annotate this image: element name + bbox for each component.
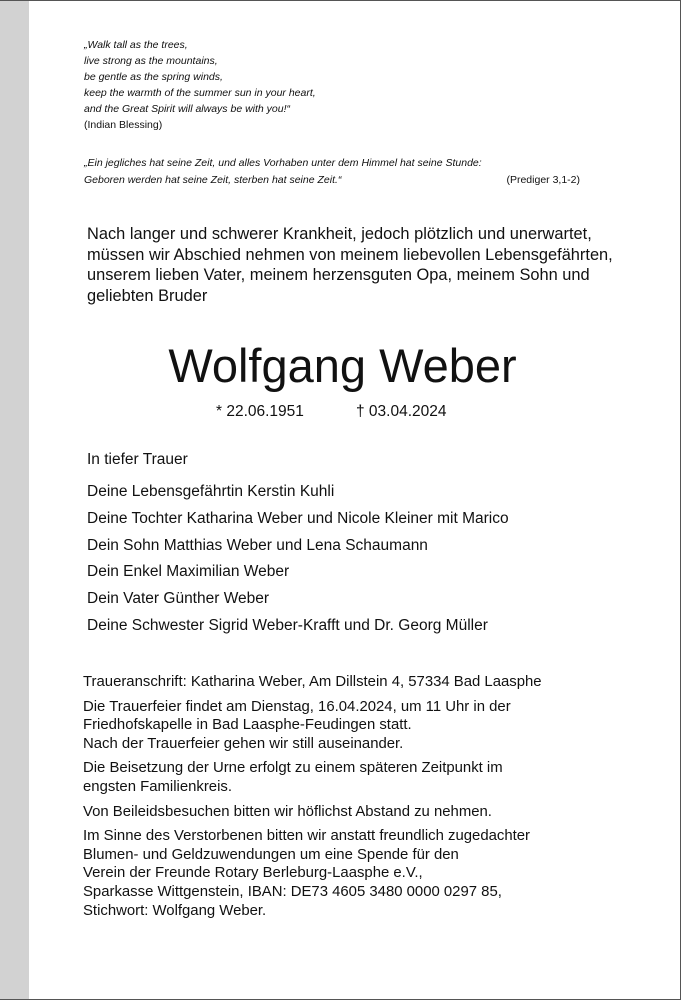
family-member: Dein Sohn Matthias Weber und Lena Schaumann: [87, 536, 428, 554]
bible-reference: (Prediger 3,1-2): [506, 173, 580, 186]
death-date: † 03.04.2024: [356, 403, 447, 420]
info-line: engsten Familienkreis.: [83, 778, 232, 795]
poem-source: (Indian Blessing): [84, 119, 163, 132]
poem-quote: [84, 37, 316, 134]
info-line: Stichwort: Wolfgang Weber.: [83, 902, 267, 919]
info-line: Im Sinne des Verstorbenen bitten wir anstatt freundlich zugedachter: [83, 828, 530, 845]
intro-line: geliebten Bruder: [87, 286, 208, 305]
info-line: Nach der Trauerfeier gehen wir still auseinander.: [83, 735, 404, 752]
info-line: Die Trauerfeier findet am Dienstag, 16.04.2024, um 11 Uhr in der: [83, 698, 511, 715]
family-member: Deine Schwester Sigrid Weber-Krafft und Dr. Georg Müller: [87, 616, 488, 634]
intro-line: müssen wir Abschied nehmen von meinem liebevollen Lebensgefährten,: [87, 245, 613, 264]
birth-date: * 22.06.1951: [216, 403, 304, 420]
poem-line: be gentle as the spring winds,: [84, 71, 223, 84]
info-line: Blumen- und Geldzuwendungen um eine Spende für den: [83, 846, 459, 863]
poem-line: live strong as the mountains,: [84, 55, 218, 68]
intro-text: [87, 224, 613, 306]
family-member: Dein Vater Günther Weber: [87, 590, 270, 608]
info-line: Friedhofskapelle in Bad Laasphe-Feudingen statt.: [83, 717, 412, 734]
family-member: Dein Enkel Maximilian Weber: [87, 563, 290, 581]
poem-line: and the Great Spirit will always be with you!“: [84, 103, 291, 116]
burial-info: [83, 759, 542, 796]
poem-line: „Walk tall as the trees,: [84, 39, 188, 51]
intro-line: Nach langer und schwerer Krankheit, jedoch plötzlich und unerwartet,: [87, 225, 592, 243]
donation-info: [83, 827, 542, 920]
intro-line: unserem lieben Vater, meinem herzensguten Opa, meinem Sohn und: [87, 266, 590, 284]
bible-line: „Ein jegliches hat seine Zeit, und alles Vorhaben unter dem Himmel hat seine Stunde:: [84, 157, 482, 169]
condolence-note: [83, 803, 542, 822]
family-list: [87, 482, 509, 643]
info-line: Sparkasse Wittgenstein, IBAN: DE73 4605 3480 0000 0297 85,: [83, 883, 502, 900]
deceased-name: Wolfgang Weber: [168, 339, 517, 392]
family-member: Deine Tochter Katharina Weber und Nicole Kleiner mit Marico: [87, 509, 509, 527]
mourning-address: [83, 673, 542, 692]
info-line: Traueranschrift: Katharina Weber, Am Dillstein 4, 57334 Bad Laasphe: [83, 674, 542, 690]
mourning-heading: In tiefer Trauer: [87, 451, 188, 468]
family-member: Deine Lebensgefährtin Kerstin Kuhli: [87, 483, 335, 500]
service-info: [83, 698, 542, 754]
poem-line: keep the warmth of the summer sun in your heart,: [84, 87, 316, 100]
info-line: Von Beileidsbesuchen bitten wir höflichst Abstand zu nehmen.: [83, 803, 492, 820]
bible-line: Geboren werden hat seine Zeit, sterben hat seine Zeit.“: [84, 173, 342, 186]
info-line: Die Beisetzung der Urne erfolgt zu einem späteren Zeitpunkt im: [83, 760, 503, 777]
bible-quote: [84, 155, 584, 188]
funeral-info: [83, 673, 542, 926]
info-line: Verein der Freunde Rotary Berleburg-Laasphe e.V.,: [83, 865, 423, 882]
